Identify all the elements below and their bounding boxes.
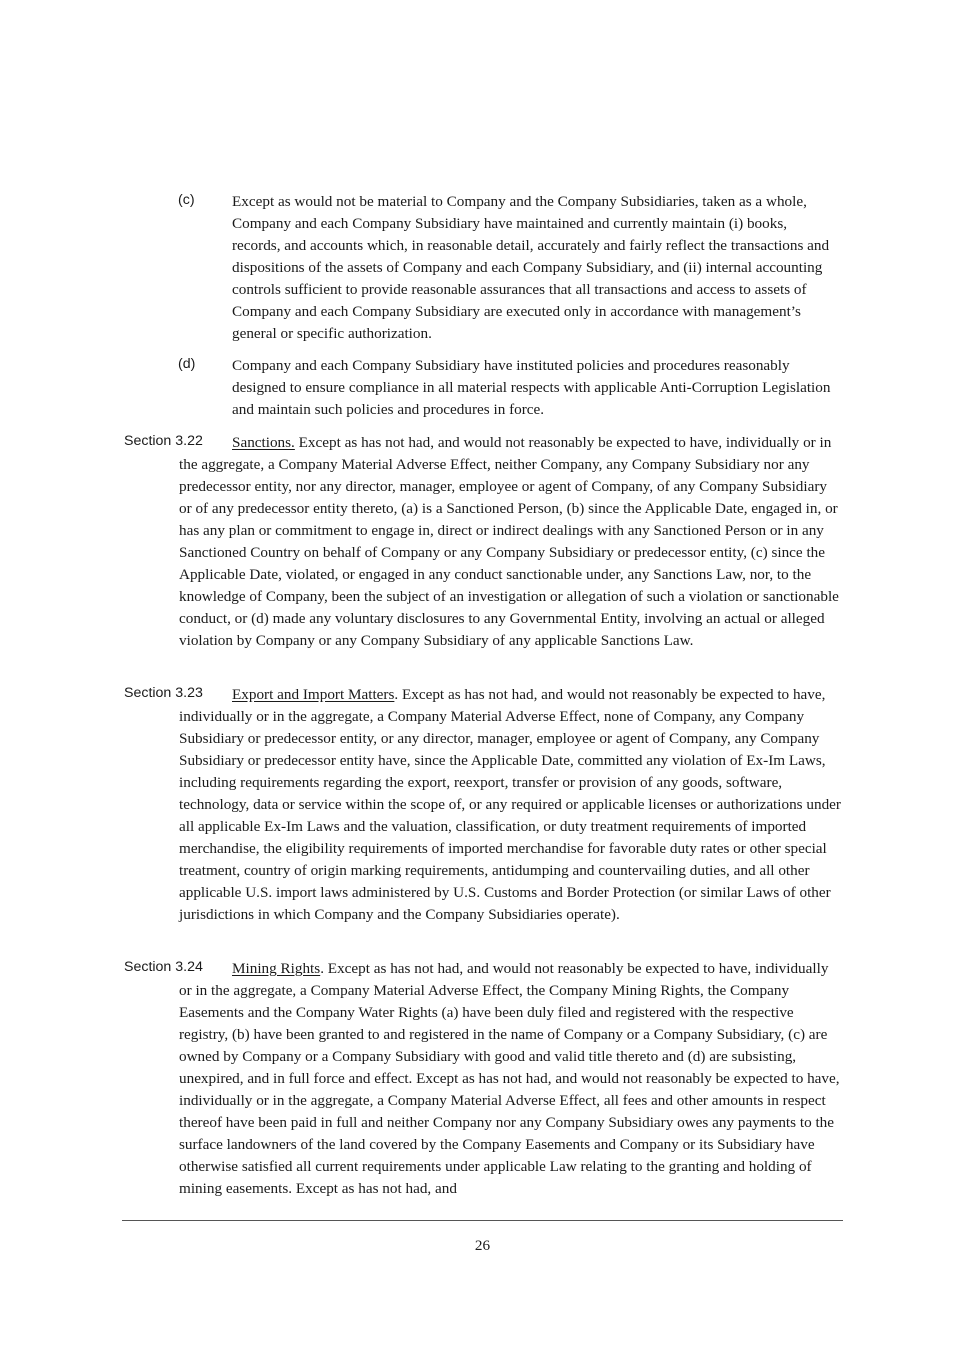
- section-text: . Except as has not had, and would not reasonably be expected to have, individually or in the aggregate, a Company Material Adverse Effect, the Company Mining Rights, the Company Easements and the Company Water Rights (a) have been duly filed and registered with the respective registry, (b) have been granted to and registered in the name of Company or a Company Subsidiary, (c) are owned by Company or a Company Subsidiary with good and valid title thereto and (d) are subsisting, unexpired, and in full force and effect. Except as has not had, and would not reasonably be expected to have, individually or in the aggregate, a Company Material Adverse Effect, all fees and other amounts in respect thereof have been paid in full and neither Company nor any Company Subsidiary owes any payments to the surface landowners of the land covered by the Company Easements and Company or its Subsidiary have otherwise satisfied all current requirements under applicable Law relating to the granting and holding of mining easements. Except as has not had, and: [179, 960, 840, 1197]
- subsection-marker: (c): [178, 192, 195, 208]
- section-3-22: [124, 432, 846, 652]
- section-label: Section 3.23: [124, 685, 203, 701]
- section-heading: Export and Import Matters: [232, 686, 395, 703]
- section-paragraph: [179, 958, 841, 1200]
- section-label: Section 3.22: [124, 433, 203, 449]
- section-label: Section 3.24: [124, 959, 203, 975]
- subsection-text: Except as would not be material to Company and the Company Subsidiaries, taken as a whole, Company and each Company Subsidiary have maintained and currently maintain (i) books, records, and accounts which, in reasonable detail, accurately and fairly reflect the transactions and dispositions of the assets of Company and each Company Subsidiary, and (ii) internal accounting controls sufficient to provide reasonable assurances that all transactions and access to assets of Company and each Company Subsidiary are executed only in accordance with management’s general or specific authorization.: [232, 193, 830, 342]
- subsection-c: [178, 191, 848, 345]
- section-heading: Sanctions.: [232, 434, 295, 451]
- section-paragraph: [179, 684, 841, 926]
- section-text: Except as has not had, and would not reasonably be expected to have, individually or in the aggregate, a Company Material Adverse Effect, neither Company, any Company Subsidiary nor any predecessor entity, nor any director, manager, employee or agent of Company, of any Company Subsidiary or of any predecessor entity thereto, (a) is a Sanctioned Person, (b) since the Applicable Date, engaged in, or has any plan or commitment to engage in, direct or indirect dealings with any Sanctioned Person or in any Sanctioned Country on behalf of Company or any Company Subsidiary or predecessor entity, (c) since the Applicable Date, violated, or engaged in any conduct sanctionable under, any Sanctions Law, nor, to the knowledge of Company, been the subject of an investigation or allegation of such a violation or sanctionable conduct, or (d) made any voluntary disclosures to any Governmental Entity, involving an actual or alleged violation by Company or any Company Subsidiary of any applicable Sanctions Law.: [179, 434, 839, 649]
- subsection-text: Company and each Company Subsidiary have instituted policies and procedures reasonably designed to ensure compliance in all material respects with applicable Anti-Corruption Legislation and maintain such policies and procedures in force.: [232, 357, 831, 418]
- section-3-23: [124, 684, 846, 926]
- section-text: . Except as has not had, and would not reasonably be expected to have, individually or in the aggregate, a Company Material Adverse Effect, none of Company, any Company Subsidiary or predecessor entity, or any director, manager, employee or agent of Company, any Company Subsidiary or predecessor entity have, since the Applicable Date, committed any violation of Ex-Im Laws, including requirements regarding the export, reexport, transfer or provision of any goods, software, technology, data or service within the scope of, or any required or applicable licenses or authorizations under all applicable Ex-Im Laws and the valuation, classification, or duty treatment requirements of imported merchandise, the eligibility requirements of imported merchandise for favorable duty rates or other special treatment, country of origin marking requirements, antidumping and countervailing duties, and all other applicable U.S. import laws administered by U.S. Customs and Border Protection (or similar Laws of other jurisdictions in which Company and the Company Subsidiaries operate).: [179, 686, 841, 923]
- section-paragraph: [179, 432, 841, 652]
- footer-divider: [122, 1220, 843, 1221]
- subsection-marker: (d): [178, 356, 196, 372]
- page-number: 26: [474, 1237, 491, 1254]
- section-heading: Mining Rights: [232, 960, 321, 977]
- subsection-d: [178, 355, 848, 421]
- section-3-24: [124, 958, 846, 1200]
